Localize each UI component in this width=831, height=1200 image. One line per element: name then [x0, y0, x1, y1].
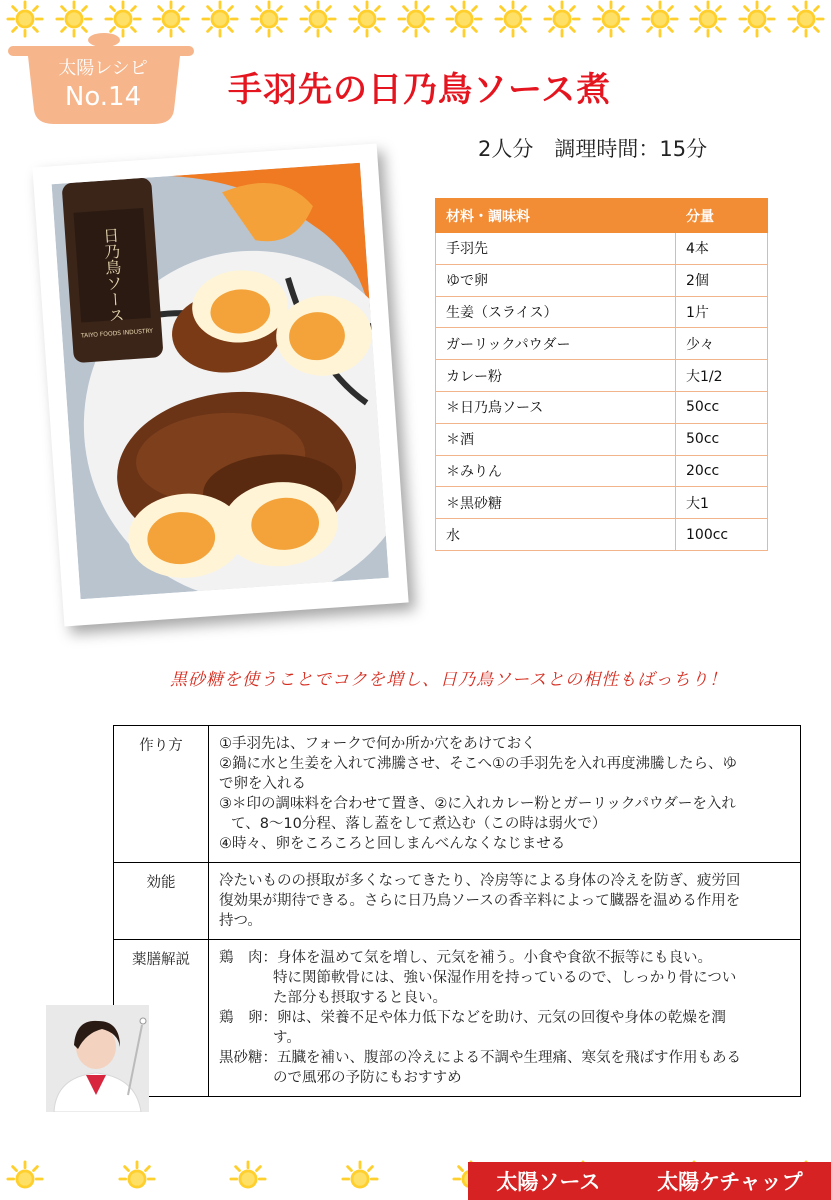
- ingredients-header-row: [436, 199, 768, 233]
- method-row-yakuzen: [114, 940, 801, 1097]
- dish-photo: [32, 144, 408, 627]
- ingredient-row: [436, 233, 768, 265]
- brand-sauce: 太陽ソース: [496, 1170, 601, 1194]
- sun-icon: [738, 0, 776, 38]
- sun-icon: [787, 0, 825, 38]
- effect-line: 冷たいものの摂取が多くなってきたり、冷房等による身体の冷えを防ぎ、疲労回: [219, 873, 741, 889]
- sun-icon: [543, 0, 581, 38]
- step-line: ④時々、卵をころころと回しまんべんなくなじませる: [219, 836, 566, 852]
- steps-content: [209, 726, 801, 863]
- ingredient-name: ＊日乃鳥ソース: [436, 391, 676, 423]
- ingredients-table: [435, 198, 768, 551]
- page-title: 手羽先の日乃鳥ソース煮: [228, 70, 612, 110]
- sun-icon: [118, 1160, 156, 1198]
- step-line: ②鍋に水と生姜を入れて沸騰させ、そこへ①の手羽先を入れ再度沸騰したら、ゆ: [219, 756, 737, 772]
- effect-label: 効能: [114, 863, 209, 940]
- sun-icon: [397, 0, 435, 38]
- sun-icon: [592, 0, 630, 38]
- ingredient-qty: 50cc: [676, 391, 768, 423]
- ingredient-row: [436, 264, 768, 296]
- badge-number: No.14: [64, 82, 142, 112]
- yakuzen-line: た部分も摂取すると良い。: [273, 990, 447, 1006]
- step-line: ③＊印の調味料を合わせて置き、②に入れカレー粉とガーリックパウダーを入れ: [219, 796, 736, 812]
- sun-icon: [348, 0, 386, 38]
- ingredient-name: 生姜（スライス）: [436, 296, 676, 328]
- ingredient-qty-header: 分量: [676, 199, 768, 233]
- yakuzen-line: ので風邪の予防にもおすすめ: [273, 1070, 462, 1086]
- ingredient-qty: 100cc: [676, 519, 768, 551]
- ingredient-name: ＊酒: [436, 423, 676, 455]
- sun-icon: [229, 1160, 267, 1198]
- ingredient-row: [436, 360, 768, 392]
- svg-text:TAIYO FOODS INDUSTRY: TAIYO FOODS INDUSTRY: [80, 327, 154, 340]
- effect-line: 持つ。: [219, 913, 262, 929]
- sun-icon: [6, 1160, 44, 1198]
- ingredient-qty: 4本: [676, 233, 768, 265]
- yakuzen-line: 特に関節軟骨には、強い保湿作用を持っているので、しっかり骨につい: [273, 970, 737, 986]
- dish-illustration: [52, 163, 389, 600]
- yakuzen-label: 薬膳解説: [114, 940, 209, 1097]
- sun-icon: [689, 0, 727, 38]
- yakuzen-line: す。: [273, 1030, 301, 1046]
- method-row-effect: [114, 863, 801, 940]
- brand-banner: [468, 1162, 831, 1200]
- ingredient-name: 手羽先: [436, 233, 676, 265]
- ingredient-row: [436, 423, 768, 455]
- serving-info: 2人分 調理時間：15分: [478, 137, 708, 161]
- chef-portrait: [46, 1005, 149, 1112]
- ingredient-qty: 1片: [676, 296, 768, 328]
- yakuzen-line: 黒砂糖：五臓を補い、腹部の冷えによる不調や生理痛、寒気を飛ばす作用もある: [219, 1050, 741, 1066]
- ingredient-name: ゆで卵: [436, 264, 676, 296]
- step-line: で卵を入れる: [219, 776, 306, 792]
- badge-title: 太陽レシピ: [58, 58, 148, 79]
- sun-icon: [201, 0, 239, 38]
- ingredient-qty: 50cc: [676, 423, 768, 455]
- svg-text:日乃鳥ソース: 日乃鳥ソース: [100, 226, 126, 324]
- ingredient-qty: 少々: [676, 328, 768, 360]
- catchphrase: 黒砂糖を使うことでコクを増し、日乃鳥ソースとの相性もばっちり！: [170, 670, 728, 690]
- ingredient-qty: 大1: [676, 487, 768, 519]
- sun-icon: [341, 1160, 379, 1198]
- step-line: て、8～10分程、落し蓋をして煮込む（この時は弱火で）: [231, 816, 607, 832]
- method-row-steps: [114, 726, 801, 863]
- ingredient-name-header: 材料・調味料: [436, 199, 676, 233]
- sun-icon: [494, 0, 532, 38]
- yakuzen-line: 鶏 卵：卵は、栄養不足や体力低下などを助け、元気の回復や身体の乾燥を潤: [219, 1010, 726, 1026]
- ingredient-qty: 2個: [676, 264, 768, 296]
- ingredient-row: [436, 391, 768, 423]
- ingredient-name: カレー粉: [436, 360, 676, 392]
- step-line: ①手羽先は、フォークで何か所か穴をあけておく: [219, 736, 536, 752]
- ingredient-row: [436, 296, 768, 328]
- ingredient-qty: 大1/2: [676, 360, 768, 392]
- ingredient-name: ＊黒砂糖: [436, 487, 676, 519]
- effect-content: [209, 863, 801, 940]
- ingredient-row: [436, 328, 768, 360]
- ingredient-name: ＊みりん: [436, 455, 676, 487]
- steps-label: 作り方: [114, 726, 209, 863]
- yakuzen-content: [209, 940, 801, 1097]
- ingredient-qty: 20cc: [676, 455, 768, 487]
- sun-icon: [299, 0, 337, 38]
- ingredient-name: 水: [436, 519, 676, 551]
- sun-icon: [250, 0, 288, 38]
- ingredient-row: [436, 487, 768, 519]
- brand-ketchup: 太陽ケチャップ: [657, 1170, 803, 1194]
- ingredient-name: ガーリックパウダー: [436, 328, 676, 360]
- ingredient-row: [436, 455, 768, 487]
- yakuzen-line: 鶏 肉：身体を温めて気を増し、元気を補う。小食や食欲不振等にも良い。: [219, 950, 712, 966]
- ingredient-row: [436, 519, 768, 551]
- method-table: [113, 725, 801, 1097]
- sun-icon: [445, 0, 483, 38]
- sun-icon: [641, 0, 679, 38]
- effect-line: 復効果が期待できる。さらに日乃鳥ソースの香辛料によって臓器を温める作用を: [219, 893, 741, 909]
